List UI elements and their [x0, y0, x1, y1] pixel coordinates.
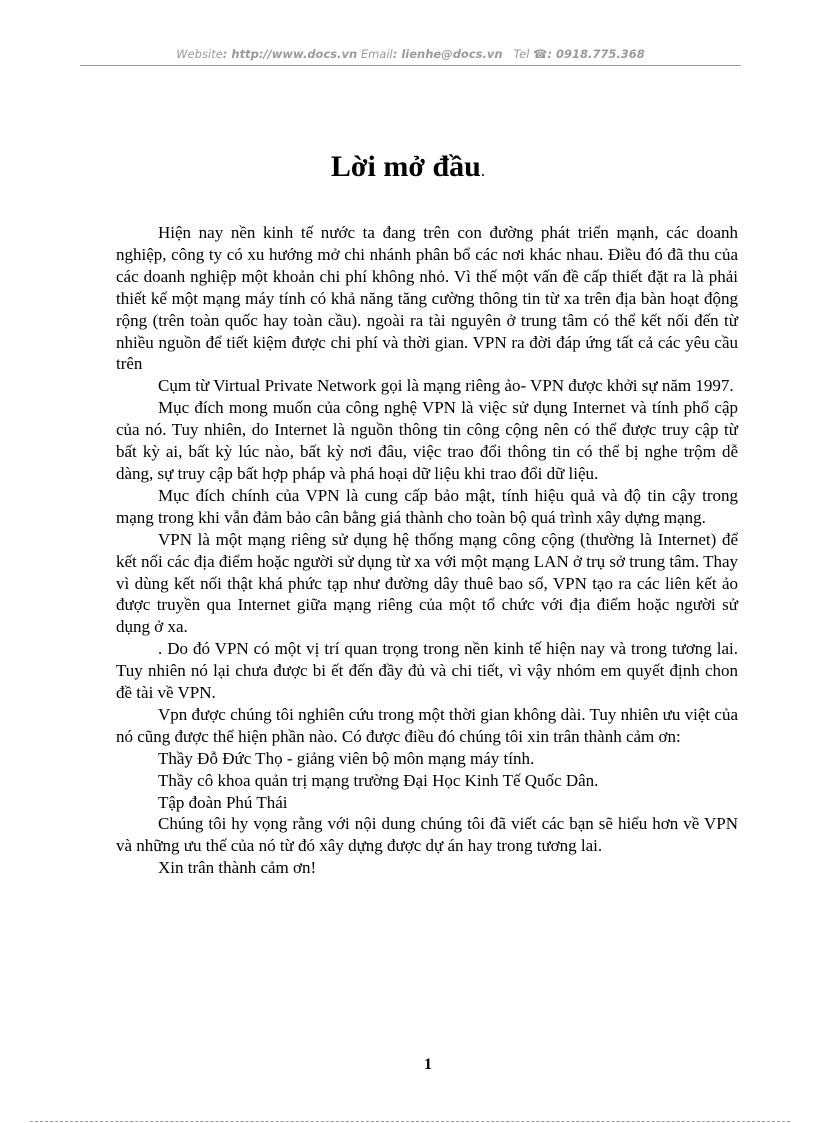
paragraph: . Do đó VPN có một vị trí quan trọng trong nền kinh tế hiện nay và trong tương lai. Tuy nhiên nó lại chưa được bi ết đến đầy đủ và chi tiết, vì vậy nhóm em quyết định chon đề tài về VPN. — [116, 639, 738, 703]
page-number: 1 — [424, 1056, 432, 1073]
paragraph: Thầy Đỗ Đức Thọ - giảng viên bộ môn mạng máy tính. — [158, 748, 535, 768]
tel-label: Tel — [513, 47, 530, 61]
footer-rule — [30, 1121, 790, 1122]
header-rule — [80, 65, 741, 66]
paragraph: VPN là một mạng riêng sử dụng hệ thống mạng công cộng (thường là Internet) để kết nối các địa điểm hoặc người sử dụng từ xa với một mạng LAN ở trụ sở trung tâm. Thay vì dùng kết nối thật khá phức tạp như đường dây thuê bao số, VPN tạo ra các liên kết ảo được truyền qua Internet giữa mạng riêng của một tổ chức với địa điểm hoặc người sử dụng ở xa. — [116, 529, 738, 637]
paragraph: Thầy cô khoa quản trị mạng trường Đại Học Kinh Tế Quốc Dân. — [158, 770, 599, 790]
title-text: Lời mở đầu — [330, 150, 481, 183]
phone-icon: ☎ — [533, 47, 548, 61]
paragraph: Mục đích chính của VPN là cung cấp bảo mật, tính hiệu quả và độ tin cậy trong mạng trong khi vẫn đảm bảo cân bằng giá thành cho toàn bộ quá trình xây dựng mạng. — [116, 485, 738, 527]
paragraph: Cụm từ Virtual Private Network gọi là mạng riêng ảo- VPN được khởi sự năm 1997. — [158, 376, 734, 396]
website-value: : http://www.docs.vn — [222, 47, 358, 61]
body-text — [116, 222, 738, 879]
page-header — [80, 47, 741, 61]
paragraph: Chúng tôi hy vọng rằng với nội dung chúng tôi đã viết các bạn sẽ hiểu hơn về VPN và những ưu thế của nó từ đó xây dựng được dự án hay trong tương lai. — [116, 814, 738, 856]
email-value: : lienhe@docs.vn — [392, 47, 503, 61]
email-label: Email — [360, 47, 393, 61]
paragraph: Mục đích mong muốn của công nghệ VPN là việc sử dụng Internet và tính phổ cập của nó. Tuy nhiên, do Internet là nguồn thông tin công cộng nên có thể được truy cập từ bất kỳ ai, bất kỳ lúc nào, bất kỳ nơi đâu, việc trao đổi thông tin có thể bị nghe trộm dễ dàng, sự truy cập bất hợp pháp và phá hoại dữ liệu khi trao đổi dữ liệu. — [116, 398, 738, 483]
page-title — [0, 150, 816, 184]
paragraph: Tập đoàn Phú Thái — [158, 792, 288, 812]
paragraph: Xin trân thành cảm ơn! — [158, 858, 317, 878]
title-suffix: . — [480, 161, 486, 180]
tel-value: : 0918.775.368 — [547, 47, 645, 61]
paragraph: Hiện nay nền kinh tế nước ta đang trên con đường phát triển mạnh, các doanh nghiệp, công ty có xu hướng mở chi nhánh phân bổ các nơi khác nhau. Điều đó đã thu của các doanh nghiệp một khoản chi phí không nhỏ. Vì thế một vấn đề cấp thiết đặt ra là phải thiết kế một mạng máy tính có khả năng tăng cường thông tin từ xa trên địa bàn hoạt động rộng (trên toàn quốc hay toàn cầu). ngoài ra tài nguyên ở trung tâm có thể kết nối đến từ nhiều nguồn để tiết kiệm được chi phí và thời gian. VPN ra đời đáp ứng tất cả các yêu cầu trên — [116, 223, 738, 374]
paragraph: Vpn được chúng tôi nghiên cứu trong một thời gian không dài. Tuy nhiên ưu việt của nó cũng được thể hiện phần nào. Có được điều đó chúng tôi xin trân thành cảm ơn: — [116, 704, 738, 746]
website-label: Website — [176, 47, 223, 61]
